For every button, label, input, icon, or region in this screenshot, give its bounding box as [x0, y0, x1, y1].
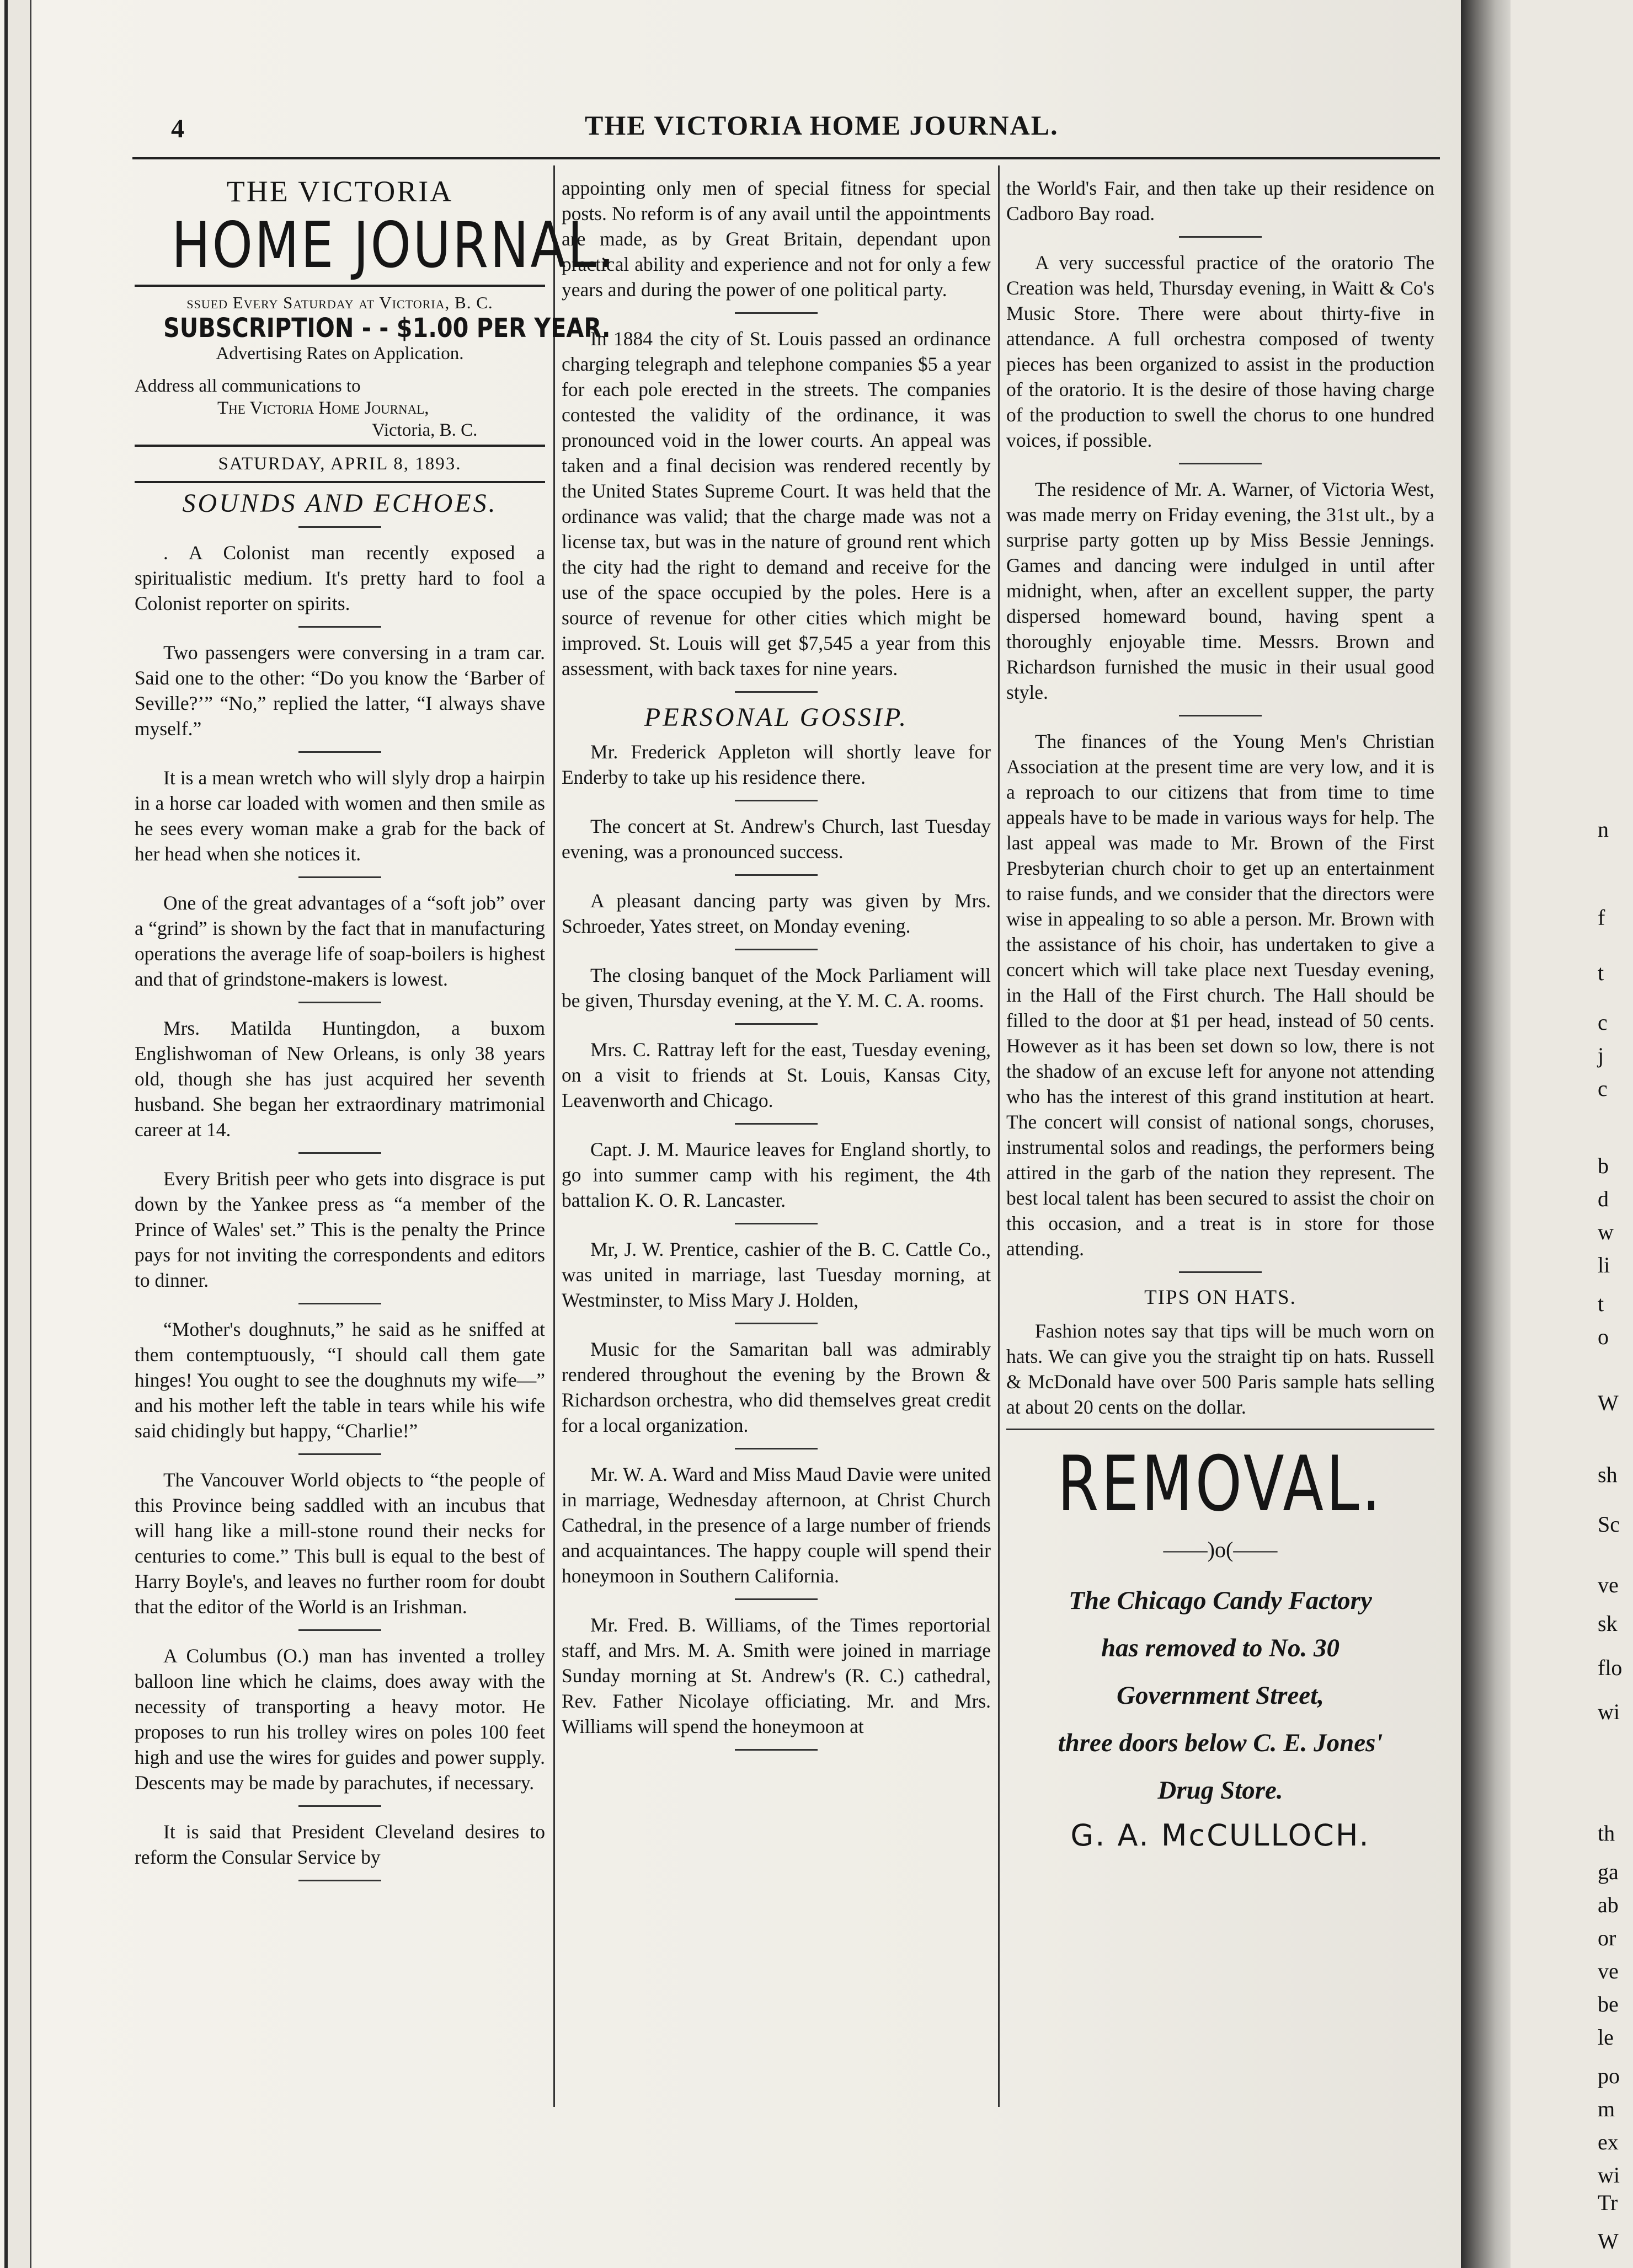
news-item: The Vancouver World objects to “the people of this Province being saddled with an incubus that will hang like a mill-stone round their necks for centuries to come.” This bull is equal to the best of Harry Boyle's, and leaves no further room for doubt that the editor of the World is an Irishman.	[135, 1469, 545, 1618]
adjacent-page-letter: po	[1598, 2063, 1620, 2088]
adjacent-page-letter: be	[1598, 1992, 1619, 2016]
adjacent-page-letter: m	[1598, 2096, 1615, 2121]
adjacent-page-letter: Tr	[1598, 2190, 1618, 2215]
news-item: The finances of the Young Men's Christian Association at the present time are very low, and it is a reproach to our citizens that from time to time appeals have to be made in various ways for help. The last appeal was made to Mr. Brown of the First Presbyterian church choir to get up an entertainment to raise funds, and we consider that the directors were wise in appealing to so able a person. Mr. Brown with the assistance of his choir, has undertaken to give a concert which will take place next Tuesday evening, in the Hall of the First church. The Hall should be filled to the door at $1 per head, instead of 50 cents. However as it has been set down so low, there is not the shadow of an excuse left for anyone not attending who has the interest of this grand institution at heart. The concert will consist of national songs, choruses, instrumental solos and readings, the performers being attired in the garb of the nation they represent. The best local talent has been secured to assist the choir on this occasion, and a treat is in store for those attending.	[1006, 730, 1434, 1260]
adjacent-page-letter: ve	[1598, 1572, 1619, 1597]
honeymoon-continuation: the World's Fair, and then take up their residence on Cadboro Bay road.	[1006, 177, 1434, 224]
item-separator	[735, 1223, 818, 1224]
adjacent-page-letter: flo	[1598, 1655, 1623, 1680]
adjacent-page-letter: li	[1598, 1253, 1610, 1277]
tips-on-hats-heading: TIPS ON HATS.	[1144, 1286, 1296, 1309]
address-line-3: Victoria, B. C.	[372, 420, 478, 440]
masthead-rule	[135, 481, 545, 483]
adjacent-page-letter: c	[1598, 1076, 1608, 1101]
masthead	[135, 175, 617, 483]
adjacent-page-letter: le	[1598, 2025, 1614, 2050]
adjacent-page-letter: ve	[1598, 1959, 1619, 1983]
item-separator	[298, 1880, 381, 1881]
running-head: THE VICTORIA HOME JOURNAL.	[585, 110, 1059, 141]
adjacent-page-letter: j	[1598, 1043, 1604, 1068]
adjacent-page-letter: ga	[1598, 1859, 1619, 1884]
news-item: It is a mean wretch who will slyly drop a hairpin in a horse car loaded with women and then smile as he sees every woman make a grab for the back of her head when she notices it.	[135, 767, 545, 865]
removal-line-1: The Chicago Candy Factory	[1069, 1586, 1372, 1615]
news-item: A very successful practice of the oratorio The Creation was held, Thursday evening, in Waitt & Co's Music Store. There were about thirty-five in attendance. A full orchestra composed of twenty pieces has been organized to assist in the production of the oratorio. It is the desire of those having charge of the production to swell the chorus to one hundred voices, if possible.	[1006, 252, 1434, 451]
news-item: Two passengers were conversing in a tram car. Said one to the other: “Do you know the ‘Barber of Seville?’” “No,” replied the latter, “I always shave myself.”	[135, 641, 545, 740]
removal-line-2: has removed to No. 30	[1101, 1634, 1340, 1662]
removal-advertisement	[1006, 1440, 1434, 1853]
ad-border-top	[1006, 1429, 1434, 1430]
masthead-advertising: Advertising Rates on Application.	[216, 344, 464, 363]
adjacent-page-letter: t	[1598, 960, 1604, 985]
masthead-issued: ssued Every Saturday at Victoria, B. C.	[186, 293, 493, 312]
item-separator	[735, 1448, 818, 1449]
column-3	[1006, 175, 1434, 1853]
left-binding-edge	[4, 0, 31, 2268]
adjacent-page-letter: ab	[1598, 1892, 1619, 1917]
item-separator	[1179, 463, 1262, 464]
news-item: Mrs. Matilda Huntingdon, a buxom Englishwoman of New Orleans, is only 38 years old, though she has just acquired her seventh husband. She began her extraordinary matrimonial career at 14.	[135, 1017, 545, 1141]
masthead-the-victoria: THE VICTORIA	[226, 175, 453, 208]
adjacent-page-letter: n	[1598, 817, 1609, 842]
gossip-item: A pleasant dancing party was given by Mrs. Schroeder, Yates street, on Monday evening.	[562, 890, 991, 937]
item-separator	[298, 526, 381, 528]
removal-ornament: ——)o(——	[1163, 1537, 1278, 1562]
sounds-and-echoes-heading: SOUNDS AND ECHOES.	[182, 489, 498, 518]
item-separator	[735, 691, 818, 693]
item-separator	[1179, 715, 1262, 716]
column-2	[562, 175, 991, 1763]
item-separator	[298, 1303, 381, 1304]
item-separator	[735, 312, 818, 314]
header-rule	[132, 157, 1440, 159]
adjacent-page-letter: W	[1598, 2229, 1619, 2254]
address-line-2: The Victoria Home Journal,	[217, 398, 429, 418]
page-number: 4	[171, 114, 184, 143]
gossip-item: Mrs. C. Rattray left for the east, Tuesday evening, on a visit to friends at St. Louis, Kansas City, Leavenworth and Chicago.	[562, 1039, 991, 1111]
gossip-item: Mr. W. A. Ward and Miss Maud Davie were united in marriage, Wednesday afternoon, at Christ Church Cathedral, in the presence of a large number of friends and acquaintances. The happy couple will spend their honeymoon in Southern California.	[562, 1463, 991, 1587]
news-item: The residence of Mr. A. Warner, of Victoria West, was made merry on Friday evening, the 31st ult., by a surprise party gotten up by Miss Bessie Jennings. Games and dancing were indulged in until after midnight, when, after an excellent supper, the party dispersed homeward bound, having spent a thoroughly enjoyable time. Messrs. Brown and Richardson furnished the music in their usual good style.	[1006, 478, 1434, 703]
item-separator	[298, 876, 381, 878]
adjacent-page-letter: t	[1598, 1291, 1604, 1316]
tips-on-hats-body: Fashion notes say that tips will be much worn on hats. We can give you the straight tip on hats. Russell & McDonald have over 500 Paris sample hats selling at about 20 cents on the dollar.	[1006, 1320, 1434, 1418]
removal-line-4: three doors below C. E. Jones'	[1058, 1729, 1383, 1757]
item-separator	[298, 751, 381, 753]
news-item: It is said that President Cleveland desires to reform the Consular Service by	[135, 1821, 545, 1868]
sounds-and-echoes-items	[135, 540, 545, 1881]
column-3-items	[1006, 250, 1434, 1273]
masthead-rule	[135, 445, 545, 447]
adjacent-page-fragment	[1511, 0, 1633, 2268]
item-separator	[298, 1453, 381, 1455]
gossip-item: The concert at St. Andrew's Church, last Tuesday evening, was a pronounced success.	[562, 815, 991, 863]
personal-gossip-items	[562, 739, 991, 1751]
item-separator	[735, 874, 818, 876]
adjacent-page-letter: ex	[1598, 2130, 1619, 2154]
issue-date: SATURDAY, APRIL 8, 1893.	[218, 454, 462, 474]
adjacent-page-letter: or	[1598, 1925, 1616, 1950]
gossip-item: Mr. Frederick Appleton will shortly leave for Enderby to take up his residence there.	[562, 741, 991, 788]
item-separator	[735, 1323, 818, 1324]
masthead-title: HOME JOURNAL.	[171, 208, 617, 282]
adjacent-page-letter: wi	[1598, 2163, 1620, 2187]
news-item: . A Colonist man recently exposed a spiritualistic medium. It's pretty hard to fool a Colonist reporter on spirits.	[135, 542, 545, 614]
column-rule-2	[998, 165, 1000, 2107]
column-rule-1	[553, 165, 555, 2107]
removal-signature: G. A. McCULLOCH.	[1070, 1818, 1370, 1853]
masthead-rule	[135, 285, 545, 287]
news-item: Every British peer who gets into disgrace is put down by the Yankee press as “a member of the Prince of Wales' set.” This is the penalty the Prince pays for not inviting the correspondents and editors to dinner.	[135, 1168, 545, 1291]
adjacent-page-letter: W	[1598, 1390, 1619, 1415]
st-louis-item: In 1884 the city of St. Louis passed an ordinance charging telegraph and telephone companies $5 a year for each pole erected in the streets. The companies contested the validity of the ordinance, it was pronounced void in the lower courts. An appeal was taken and a final decision was rendered recently by the United States Supreme Court. It was held that the ordinance was valid; that the charge made was not a license tax, but was in the nature of ground rent which the city had the right to demand and receive for the use of the space occupied by the poles. Here is a source of revenue for other cities which might be improved. St. Louis will get $7,545 a year from this assessment, with back taxes for nine years.	[562, 328, 991, 680]
adjacent-page-letter: wi	[1598, 1699, 1620, 1724]
adjacent-page-letter: o	[1598, 1324, 1609, 1349]
removal-body	[1006, 1577, 1434, 1814]
removal-line-5: Drug Store.	[1157, 1776, 1283, 1805]
item-separator	[735, 949, 818, 950]
page-gutter	[1461, 0, 1511, 2268]
item-separator	[1179, 236, 1262, 238]
gossip-item: Capt. J. M. Maurice leaves for England shortly, to go into summer camp with his regiment, the 4th battalion K. O. R. Lancaster.	[562, 1138, 991, 1211]
gossip-item: Music for the Samaritan ball was admirably rendered throughout the evening by the Brown & Richardson orchestra, who did themselves great credit for a local organization.	[562, 1338, 991, 1436]
item-separator	[298, 1152, 381, 1154]
address-line-1: Address all communications to	[135, 376, 361, 396]
gossip-item: Mr, J. W. Prentice, cashier of the B. C. Cattle Co., was united in marriage, last Tuesday morning, at Westminster, to Miss Mary J. Holden,	[562, 1238, 991, 1311]
adjacent-page-letter: sk	[1598, 1611, 1618, 1636]
adjacent-page-letter: th	[1598, 1821, 1615, 1846]
item-separator	[735, 1023, 818, 1025]
news-item: One of the great advantages of a “soft job” over a “grind” is shown by the fact that in manufacturing operations the average life of soap-boilers is highest and that of grindstone-makers is lowest.	[135, 892, 545, 990]
adjacent-page-letter: c	[1598, 1010, 1608, 1035]
item-separator	[735, 1123, 818, 1125]
removal-title: REMOVAL.	[1057, 1440, 1384, 1528]
consular-continuation: appointing only men of special fitness for special posts. No reform is of any avail until the appointments are made, as by Great Britain, dependant upon practical ability and experience and not for only a few years and during the power of one political party.	[562, 177, 991, 301]
masthead-subscription: SUBSCRIPTION - - $1.00 PER YEAR.	[163, 313, 611, 344]
masthead-address	[135, 375, 545, 441]
adjacent-page-letter: d	[1598, 1186, 1609, 1211]
item-separator	[735, 800, 818, 801]
adjacent-page-letter: b	[1598, 1153, 1609, 1178]
item-separator	[1179, 1271, 1262, 1273]
removal-line-3: Government Street,	[1117, 1681, 1324, 1710]
item-separator	[735, 1598, 818, 1600]
news-item: A Columbus (O.) man has invented a trolley balloon line which he claims, does away with the necessity of transporting a heavy motor. He proposes to run his trolley wires on poles 100 feet high and use the wires for guides and power supply. Descents may be made by parachutes, if necessary.	[135, 1645, 545, 1794]
item-separator	[298, 1629, 381, 1631]
personal-gossip-heading: PERSONAL GOSSIP.	[644, 703, 909, 732]
item-separator	[735, 1749, 818, 1751]
adjacent-page-letter: f	[1598, 905, 1605, 930]
news-item: “Mother's doughnuts,” he said as he sniffed at them contemptuously, “I should call them gate hinges! You ought to see the doughnuts my wife—” and his mother left the table in tears while his wife said chidingly but happy, “Charlie!”	[135, 1318, 545, 1442]
item-separator	[298, 626, 381, 628]
adjacent-page-letter: Sc	[1598, 1512, 1620, 1537]
gossip-item: Mr. Fred. B. Williams, of the Times reportorial staff, and Mrs. M. A. Smith were joined in marriage Sunday morning at St. Andrew's (R. C.) cathedral, Rev. Father Nicolaye officiating. Mr. and Mrs. Williams will spend the honeymoon at	[562, 1614, 991, 1737]
adjacent-page-letter: sh	[1598, 1462, 1618, 1487]
item-separator	[298, 1002, 381, 1003]
column-1	[135, 175, 617, 1893]
item-separator	[298, 1805, 381, 1807]
adjacent-page-letter: w	[1598, 1219, 1614, 1244]
gossip-item: The closing banquet of the Mock Parliament will be given, Thursday evening, at the Y. M. C. A. rooms.	[562, 964, 991, 1012]
